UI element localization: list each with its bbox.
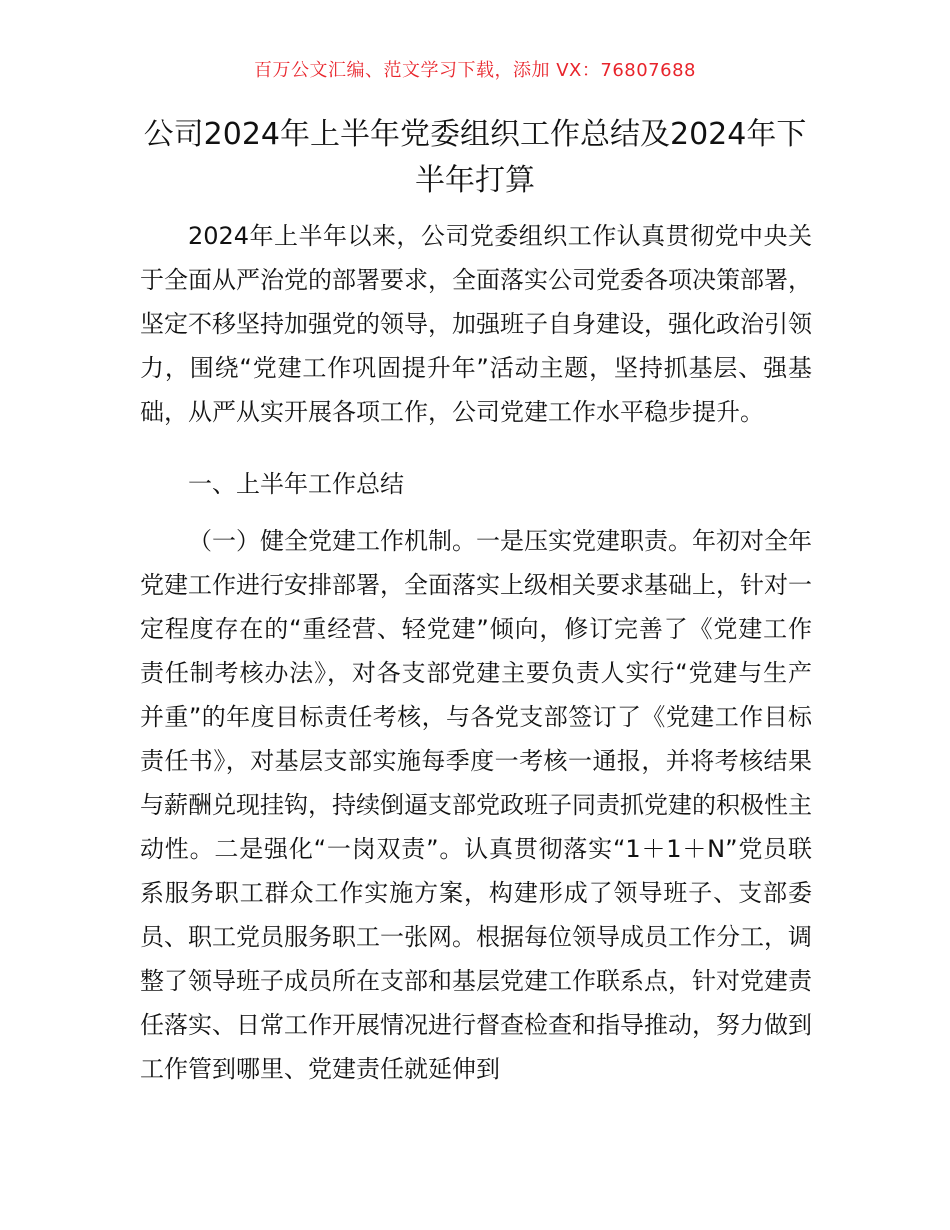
document-body xyxy=(140,214,812,1091)
document-title: 公司2024年上半年党委组织工作总结及2024年下半年打算 xyxy=(143,117,807,198)
body-paragraph: （一）健全党建工作机制。一是压实党建职责。年初对全年党建工作进行安排部署，全面落实上级相关要求基础上，针对一定程度存在的“重经营、轻党建”倾向，修订完善了《党建工作责任制考核办法》，对各支部党建主要负责人实行“党建与生产并重”的年度目标责任考核，与各党支部签订了《党建工作目标责任书》，对基层支部实施每季度一考核一通报，并将考核结果与薪酬兑现挂钩，持续倒逼支部党政班子同责抓党建的积极性主动性。二是强化“一岗双责”。认真贯彻落实“1＋1＋N”党员联系服务职工群众工作实施方案，构建形成了领导班子、支部委员、职工党员服务职工一张网。根据每位领导成员工作分工，调整了领导班子成员所在支部和基层党建工作联系点，针对党建责任落实、日常工作开展情况进行督查检查和指导推动，努力做到工作管到哪里、党建责任就延伸到 xyxy=(140,527,812,1083)
section-heading: 一、上半年工作总结 xyxy=(188,470,404,498)
download-notice: 百万公文汇编、范文学习下载，添加 VX：76807688 xyxy=(254,60,696,81)
intro-paragraph: 2024年上半年以来，公司党委组织工作认真贯彻党中央关于全面从严治党的部署要求，全面落实公司党委各项决策部署，坚定不移坚持加强党的领导，加强班子自身建设，强化政治引领力，围绕“党建工作巩固提升年”活动主题，坚持抓基层、强基础，从严从实开展各项工作，公司党建工作水平稳步提升。 xyxy=(140,222,812,426)
